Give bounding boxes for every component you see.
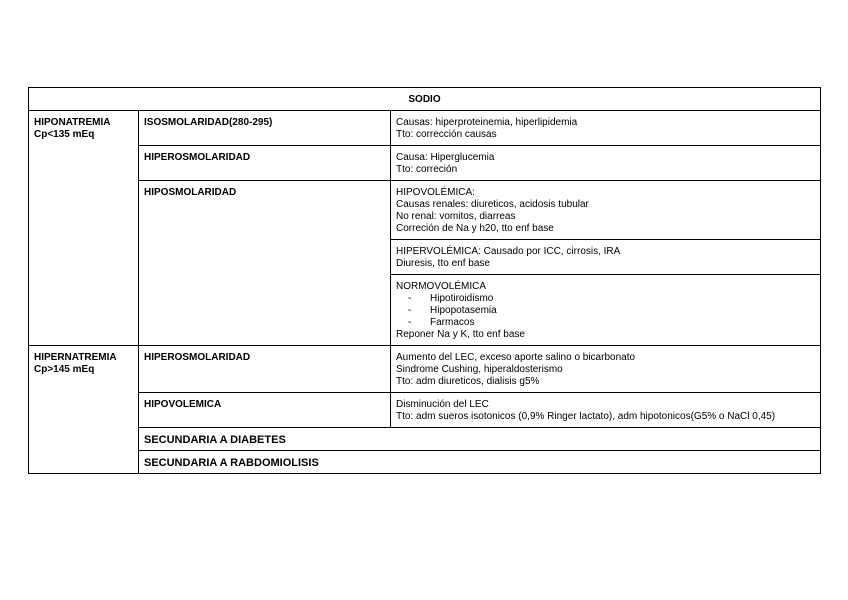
title-row — [29, 88, 821, 111]
detail-line: Diuresis, tto enf base — [396, 258, 490, 269]
table-row — [29, 451, 821, 474]
dash-bullet-icon: - — [408, 305, 412, 316]
table-row — [29, 181, 821, 240]
list-item: - Farmacos — [408, 317, 475, 328]
normovolemica-heading: NORMOVOLÉMICA — [396, 281, 487, 292]
table-row — [29, 393, 821, 428]
table-row — [29, 346, 821, 393]
table-row — [29, 146, 821, 181]
detail-line: Correción de Na y h20, tto enf base — [396, 223, 554, 234]
hiposmolaridad-label: HIPOSMOLARIDAD — [139, 181, 391, 346]
list-item: - Hipotiroidismo — [408, 293, 494, 304]
detail-line: Tto: adm sueros isotonicos (0,9% Ringer lactato), adm hipotonicos(G5% o NaCl 0,45) — [396, 411, 776, 422]
detail-line: Disminución del LEC — [396, 399, 489, 410]
secundaria-rabdomiolisis: SECUNDARIA A RABDOMIOLISIS — [139, 451, 821, 474]
dash-bullet-icon: - — [408, 293, 412, 304]
hipervolemica-details — [391, 240, 821, 275]
table-row — [29, 111, 821, 146]
detail-line: Causa: Hiperglucemia — [396, 152, 495, 163]
hipovolemica-details — [391, 181, 821, 240]
hiperosmolaridad-label: HIPEROSMOLARIDAD — [139, 146, 391, 181]
detail-line: HIPOVOLÉMICA: — [396, 187, 475, 198]
hipovolemica-label: HIPOVOLEMICA — [139, 393, 391, 428]
hipernatremia-cell — [29, 346, 139, 474]
normovolemica-footer: Reponer Na y K, tto enf base — [396, 329, 525, 340]
hiponatremia-threshold: Cp<135 mEq — [34, 129, 95, 140]
table-title: SODIO — [29, 88, 821, 111]
hiperosmolaridad-details — [391, 146, 821, 181]
detail-line: Sindrome Cushing, hiperaldosterismo — [396, 364, 563, 375]
isosmolaridad-label: ISOSMOLARIDAD(280-295) — [139, 111, 391, 146]
list-item: - Hipopotasemia — [408, 305, 497, 316]
detail-line: No renal: vomitos, diarreas — [396, 211, 516, 222]
detail-line: Tto: adm diureticos, dialisis g5% — [396, 376, 540, 387]
detail-line: Causas renales: diureticos, acidosis tubular — [396, 199, 589, 210]
isosmolaridad-details — [391, 111, 821, 146]
hipernatremia-threshold: Cp>145 mEq — [34, 364, 95, 375]
hiponatremia-label: HIPONATREMIA — [34, 117, 111, 128]
detail-line: Tto: correción — [396, 164, 458, 175]
detail-line: Aumento del LEC, exceso aporte salino o bicarbonato — [396, 352, 636, 363]
hiperosmolaridad-2-details — [391, 346, 821, 393]
hipernatremia-label: HIPERNATREMIA — [34, 352, 117, 363]
hiponatremia-cell — [29, 111, 139, 346]
table-row — [29, 428, 821, 451]
sodio-table — [28, 87, 821, 474]
normovolemica-details — [391, 275, 821, 346]
detail-line: Causas: hiperproteinemia, hiperlipidemia — [396, 117, 578, 128]
hiperosmolaridad-2-label: HIPEROSMOLARIDAD — [139, 346, 391, 393]
detail-line: HIPERVOLÉMICA: Causado por ICC, cirrosis, IRA — [396, 246, 621, 257]
detail-line: Tto: corrección causas — [396, 129, 497, 140]
hipovolemica-2-details — [391, 393, 821, 428]
dash-bullet-icon: - — [408, 317, 412, 328]
secundaria-diabetes: SECUNDARIA A DIABETES — [139, 428, 821, 451]
